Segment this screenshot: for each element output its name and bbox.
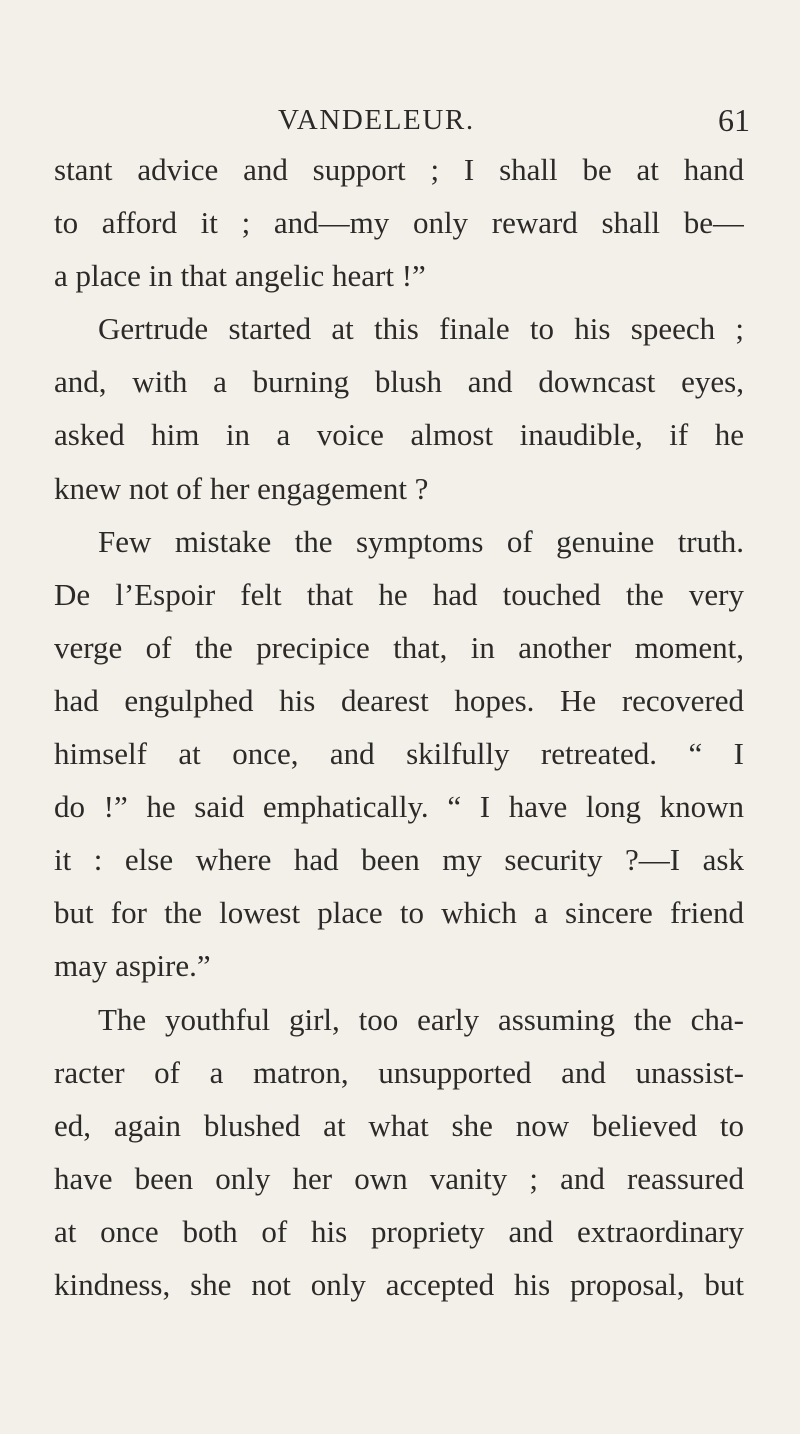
- text-line: at once both of his propriety and extraordinary: [54, 1213, 744, 1249]
- text-line: a place in that angelic heart !”: [54, 258, 426, 294]
- text-line: De l’Espoir felt that he had touched the very: [54, 576, 744, 612]
- text-line: but for the lowest place to which a sincere friend: [54, 895, 744, 931]
- running-title: VANDELEUR.: [278, 104, 475, 136]
- text-line: Few mistake the symptoms of genuine truth.: [98, 523, 744, 559]
- text-line: it : else where had been my security ?—I ask: [54, 842, 744, 878]
- text-line: himself at once, and skilfully retreated. “ I: [54, 736, 744, 772]
- text-line: and, with a burning blush and downcast eyes,: [54, 364, 744, 400]
- text-line: asked him in a voice almost inaudible, if he: [54, 417, 744, 453]
- text-line: do !” he said emphatically. “ I have long known: [54, 789, 744, 825]
- text-line: may aspire.”: [54, 948, 211, 984]
- text-line: have been only her own vanity ; and reassured: [54, 1160, 744, 1196]
- text-line: ed, again blushed at what she now believed to: [54, 1107, 744, 1143]
- text-line: kindness, she not only accepted his proposal, but: [54, 1266, 744, 1302]
- text-line: stant advice and support ; I shall be at hand: [54, 152, 744, 187]
- text-line: to afford it ; and—my only reward shall be—: [54, 205, 744, 241]
- text-line: Gertrude started at this finale to his speech ;: [98, 311, 744, 347]
- page-number: 61: [718, 102, 750, 138]
- running-header: [0, 100, 800, 140]
- text-line: knew not of her engagement ?: [54, 470, 429, 506]
- text-line: The youthful girl, too early assuming the cha-: [98, 1001, 744, 1037]
- text-line: had engulphed his dearest hopes. He recovered: [54, 682, 744, 718]
- text-line: racter of a matron, unsupported and unassist-: [54, 1054, 744, 1090]
- text-line: verge of the precipice that, in another moment,: [54, 629, 744, 665]
- body-text: [54, 143, 744, 1311]
